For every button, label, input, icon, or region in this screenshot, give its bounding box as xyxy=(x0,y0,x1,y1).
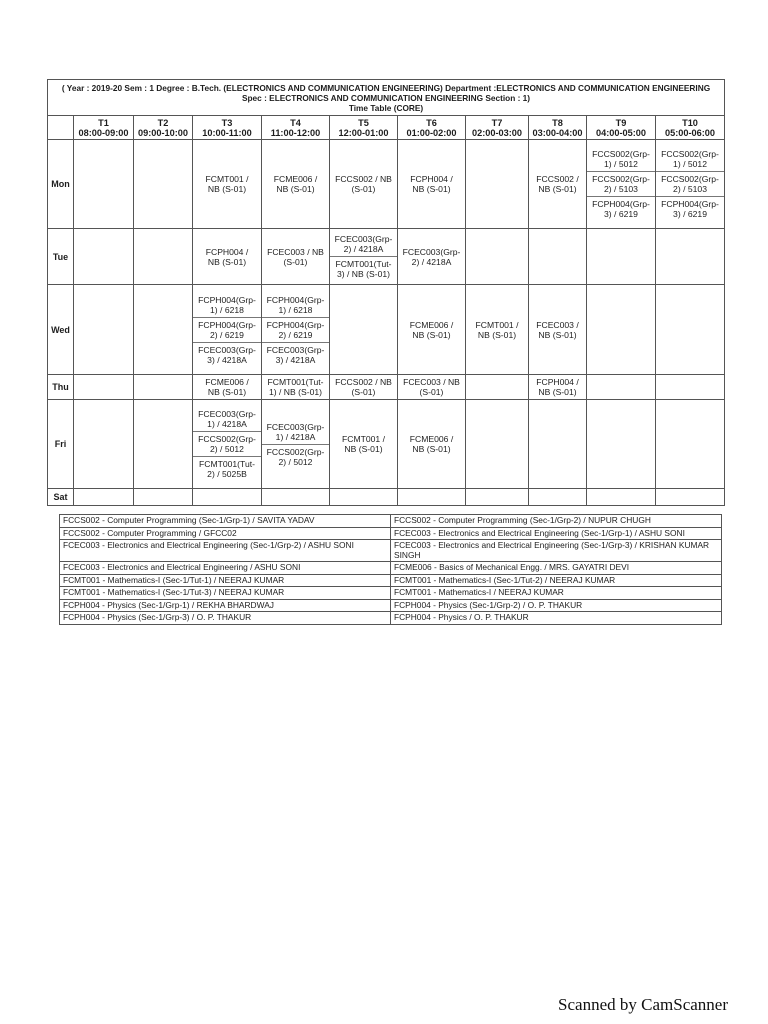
slot-cell xyxy=(656,375,725,400)
legend-row xyxy=(60,612,722,625)
slot-cell xyxy=(134,489,193,506)
slot-cell xyxy=(330,285,398,375)
class-entry xyxy=(262,342,329,367)
slot-cell xyxy=(466,140,529,229)
legend-entry: FCEC003 - Electronics and Electrical Engineering / ASHU SONI xyxy=(60,562,391,575)
slot-cell xyxy=(529,375,587,400)
class-entry-line: 2) / 5012 xyxy=(278,456,313,467)
class-entry-line: 1) / 6218 xyxy=(278,304,313,315)
slot-label: T4 xyxy=(290,117,301,128)
class-entry-line: FCMT001 / xyxy=(342,434,385,444)
day-row-sat xyxy=(48,489,725,506)
class-entry xyxy=(656,196,724,221)
slot-cell xyxy=(193,229,262,285)
class-entry-line: NB (S-01) xyxy=(538,184,577,194)
class-entry xyxy=(656,147,724,171)
slot-cell xyxy=(587,375,656,400)
slot-label: T10 xyxy=(682,117,698,128)
class-entry-line: NB (S-01) xyxy=(207,387,247,397)
slot-cell xyxy=(193,140,262,229)
class-entry-line: FCCS002 / NB xyxy=(335,377,392,387)
legend-row xyxy=(60,540,722,562)
legend-entry: FCCS002 - Computer Programming / GFCC02 xyxy=(60,527,391,540)
class-entry xyxy=(193,293,261,317)
legend-entry: FCEC003 - Electronics and Electrical Engineering (Sec-1/Grp-3) / KRISHAN KUMAR SINGH xyxy=(391,540,722,562)
class-entry xyxy=(193,342,261,367)
class-entry-line: NB (S-01) xyxy=(412,329,451,340)
slot-cell xyxy=(529,489,587,506)
class-entry xyxy=(656,171,724,196)
slot-cell xyxy=(262,375,330,400)
legend-row xyxy=(60,599,722,612)
legend-row xyxy=(60,587,722,600)
class-entry-line: NB (S-01) xyxy=(412,444,451,454)
slot-cell xyxy=(330,400,398,489)
class-entry-line: 3) / 4218A xyxy=(275,354,316,365)
slot-cell xyxy=(656,489,725,506)
slot-range: 04:00-05:00 xyxy=(595,127,647,138)
class-entry-line: FCEC003(Grp- xyxy=(402,246,461,257)
slot-label: T1 xyxy=(98,117,109,128)
class-entry-line: (S-01) xyxy=(283,256,308,267)
class-entry-line: FCEC003(Grp- xyxy=(334,234,393,244)
legend-entry: FCCS002 - Computer Programming (Sec-1/Grp-1) / SAVITA YADAV xyxy=(60,515,391,528)
class-entry xyxy=(398,432,465,456)
legend-entry: FCMT001 - Mathematics-I (Sec-1/Tut-1) / NEERAJ KUMAR xyxy=(60,574,391,587)
slot-cell xyxy=(262,229,330,285)
timetable-header xyxy=(48,80,725,116)
class-entry-line: 2) / 4218A xyxy=(343,244,384,254)
legend-entry: FCMT001 - Mathematics-I / NEERAJ KUMAR xyxy=(391,587,722,600)
legend-entry: FCPH004 - Physics (Sec-1/Grp-1) / REKHA BHARDWAJ xyxy=(60,599,391,612)
class-entry-line: FCCS002 / xyxy=(536,174,579,184)
class-entry xyxy=(193,407,261,431)
legend-entry: FCMT001 - Mathematics-I (Sec-1/Tut-2) / NEERAJ KUMAR xyxy=(391,574,722,587)
slot-cell xyxy=(262,285,330,375)
class-entry-line: (S-01) xyxy=(351,184,376,194)
class-entry xyxy=(193,431,261,456)
slot-cell xyxy=(398,489,466,506)
slot-range: 12:00-01:00 xyxy=(338,127,389,138)
slot-cell xyxy=(330,140,398,229)
class-entry-line: (S-01) xyxy=(419,387,444,397)
slot-header-row xyxy=(48,116,725,140)
slot-label: T5 xyxy=(358,117,369,128)
class-entry-line: 3) / 4218A xyxy=(207,354,247,365)
class-entry-line: 2) / 5012 xyxy=(210,444,244,454)
class-entry-line: FCEC003 / NB xyxy=(267,246,324,257)
slot-cell xyxy=(587,489,656,506)
slot-range: 01:00-02:00 xyxy=(406,127,457,138)
class-entry xyxy=(193,456,261,481)
class-entry-line: FCPH004(Grp- xyxy=(266,294,325,305)
class-entry-line: FCME006 / xyxy=(273,174,318,184)
class-entry-line: FCME006 / xyxy=(409,434,454,444)
day-label: Tue xyxy=(48,229,74,285)
slot-cell xyxy=(466,375,529,400)
class-entry-line: FCEC003 / xyxy=(536,319,579,330)
timetable xyxy=(47,79,725,506)
slot-cell xyxy=(587,285,656,375)
slot-cell xyxy=(134,285,193,375)
class-entry-line: NB (S-01) xyxy=(207,256,247,267)
class-entry-line: 3) / 6219 xyxy=(604,209,638,219)
slot-cell xyxy=(529,140,587,229)
class-entry xyxy=(330,256,397,281)
slot-cell xyxy=(656,285,725,375)
class-entry-line: FCEC003(Grp- xyxy=(266,421,325,432)
class-entry-line: FCCS002(Grp- xyxy=(661,174,719,184)
legend-entry: FCEC003 - Electronics and Electrical Engineering (Sec-1/Grp-1) / ASHU SONI xyxy=(391,527,722,540)
class-entry-line: FCEC003(Grp- xyxy=(266,344,325,355)
legend-entry: FCEC003 - Electronics and Electrical Engineering (Sec-1/Grp-2) / ASHU SONI xyxy=(60,540,391,562)
class-entry-line: FCPH004(Grp- xyxy=(661,199,719,209)
slot-range: 08:00-09:00 xyxy=(78,127,129,138)
day-row-wed xyxy=(48,285,725,375)
class-entry-line: 2) / 5025B xyxy=(207,469,247,479)
day-label: Wed xyxy=(48,285,74,375)
class-entry-line: FCME006 / xyxy=(409,319,454,330)
slot-cell xyxy=(330,375,398,400)
class-entry-line: 1) / 4218A xyxy=(275,431,316,442)
class-entry-line: NB (S-01) xyxy=(344,444,383,454)
class-entry-line: FCMT001(Tut- xyxy=(267,377,324,387)
slot-label: T7 xyxy=(491,117,503,128)
header-line-1: ( Year : 2019-20 Sem : 1 Degree : B.Tech. (ELECTRONICS AND COMMUNICATION ENGINEERING) Department :ELECTRONICS AND COMMUNICATION ENGINEERING xyxy=(61,83,711,93)
course-legend xyxy=(59,514,722,625)
day-row-fri xyxy=(48,400,725,489)
class-entry-line: 1) / 5012 xyxy=(673,159,707,169)
class-entry-line: 2) / 5103 xyxy=(604,184,638,194)
slot-cell xyxy=(134,140,193,229)
slot-label: T8 xyxy=(552,117,563,128)
slot-t4 xyxy=(262,116,330,140)
legend-entry: FCPH004 - Physics (Sec-1/Grp-3) / O. P. THAKUR xyxy=(60,612,391,625)
class-entry-line: 3) / 6219 xyxy=(673,209,707,219)
class-entry xyxy=(262,245,329,269)
slot-cell xyxy=(330,489,398,506)
class-entry-line: 1) / 4218A xyxy=(207,419,247,429)
day-label: Sat xyxy=(48,489,74,506)
slot-cell xyxy=(529,229,587,285)
class-entry-line: FCCS002(Grp- xyxy=(592,149,650,159)
class-entry xyxy=(262,444,329,469)
slot-t6 xyxy=(398,116,466,140)
slot-range: 05:00-06:00 xyxy=(664,127,716,138)
legend-entry: FCMT001 - Mathematics-I (Sec-1/Tut-3) / NEERAJ KUMAR xyxy=(60,587,391,600)
class-entry xyxy=(193,172,261,196)
class-entry-line: NB (S-01) xyxy=(538,329,577,340)
class-entry xyxy=(529,318,586,342)
class-entry-line: FCCS002(Grp- xyxy=(198,434,256,444)
slot-label: T9 xyxy=(615,117,627,128)
slot-range: 09:00-10:00 xyxy=(137,127,189,138)
slot-cell xyxy=(262,140,330,229)
legend-row xyxy=(60,574,722,587)
legend-entry: FCME006 - Basics of Mechanical Engg. / MRS. GAYATRI DEVI xyxy=(391,562,722,575)
day-label: Thu xyxy=(48,375,74,400)
slot-cell xyxy=(74,229,134,285)
class-entry xyxy=(587,196,655,221)
class-entry xyxy=(587,171,655,196)
slot-cell xyxy=(529,400,587,489)
slot-cell xyxy=(74,375,134,400)
class-entry xyxy=(398,172,465,196)
slot-t1 xyxy=(74,116,134,140)
legend-entry: FCPH004 - Physics / O. P. THAKUR xyxy=(391,612,722,625)
class-entry-line: NB (S-01) xyxy=(538,387,577,397)
legend-row xyxy=(60,515,722,528)
class-entry-line: FCCS002(Grp- xyxy=(592,174,650,184)
slot-cell xyxy=(398,400,466,489)
day-row-mon xyxy=(48,140,725,229)
class-entry-line: FCPH004(Grp- xyxy=(592,199,650,209)
timetable-container xyxy=(47,79,724,506)
class-entry xyxy=(330,232,397,256)
scanner-watermark: Scanned by CamScanner xyxy=(558,995,728,1014)
class-entry-line: (S-01) xyxy=(351,387,376,397)
course-legend-container xyxy=(59,514,721,625)
slot-cell xyxy=(587,140,656,229)
class-entry-line: 2) / 4218A xyxy=(411,256,452,267)
class-entry-line: 2) / 5103 xyxy=(673,184,707,194)
slot-cell xyxy=(74,285,134,375)
class-entry-line: 3) / NB (S-01) xyxy=(336,269,390,279)
day-label: Fri xyxy=(48,400,74,489)
slot-label: T2 xyxy=(157,117,169,128)
class-entry xyxy=(529,375,586,399)
legend-entry: FCPH004 - Physics (Sec-1/Grp-2) / O. P. THAKUR xyxy=(391,599,722,612)
class-entry-line: 2) / 6219 xyxy=(278,329,313,340)
slot-cell xyxy=(398,229,466,285)
class-entry-line: 2) / 6219 xyxy=(210,329,244,340)
slot-label: T6 xyxy=(426,117,437,128)
class-entry-line: FCCS002(Grp- xyxy=(661,149,719,159)
class-entry xyxy=(466,318,528,342)
slot-cell xyxy=(398,140,466,229)
class-entry-line: FCPH004(Grp- xyxy=(266,319,325,330)
slot-cell xyxy=(134,375,193,400)
slot-cell xyxy=(466,489,529,506)
slot-t2 xyxy=(134,116,193,140)
slot-cell xyxy=(74,400,134,489)
class-entry xyxy=(330,432,397,456)
slot-cell xyxy=(74,140,134,229)
class-entry xyxy=(262,317,329,342)
class-entry xyxy=(193,245,261,269)
day-row-tue xyxy=(48,229,725,285)
class-entry xyxy=(262,293,329,317)
class-entry-line: FCPH004(Grp- xyxy=(198,294,256,305)
legend-entry: FCCS002 - Computer Programming (Sec-1/Grp-2) / NUPUR CHUGH xyxy=(391,515,722,528)
class-entry xyxy=(193,375,261,399)
header-line-3: Time Table (CORE) xyxy=(348,103,424,113)
slot-range: 02:00-03:00 xyxy=(471,127,523,138)
slot-cell xyxy=(656,400,725,489)
class-entry-line: FCMT001(Tut- xyxy=(198,459,256,469)
slot-cell xyxy=(193,400,262,489)
class-entry xyxy=(330,375,397,399)
class-entry-line: NB (S-01) xyxy=(276,184,315,194)
legend-row xyxy=(60,562,722,575)
class-entry-line: FCME006 / xyxy=(205,377,249,387)
corner-cell xyxy=(48,116,74,140)
slot-cell xyxy=(656,140,725,229)
class-entry xyxy=(398,375,465,399)
class-entry-line: FCPH004 / xyxy=(205,246,249,257)
slot-cell xyxy=(587,400,656,489)
class-entry-line: FCCS002 / NB xyxy=(335,174,392,184)
slot-cell xyxy=(74,489,134,506)
slot-cell xyxy=(529,285,587,375)
class-entry-line: 1) / NB (S-01) xyxy=(268,387,322,397)
class-entry-line: FCMT001 / xyxy=(205,174,249,184)
class-entry-line: FCMT001 / xyxy=(475,319,519,330)
slot-cell xyxy=(193,489,262,506)
header-line-2: Spec : ELECTRONICS AND COMMUNICATION ENGINEERING Section : 1) xyxy=(241,93,531,103)
class-entry xyxy=(262,420,329,444)
class-entry xyxy=(262,375,329,399)
day-row-thu xyxy=(48,375,725,400)
slot-cell xyxy=(398,375,466,400)
slot-cell xyxy=(262,400,330,489)
class-entry-line: FCPH004 / xyxy=(410,174,453,184)
class-entry xyxy=(262,172,329,196)
class-entry xyxy=(193,317,261,342)
slot-t8 xyxy=(529,116,587,140)
slot-label: T3 xyxy=(221,117,233,128)
class-entry xyxy=(587,147,655,171)
class-entry-line: NB (S-01) xyxy=(412,184,451,194)
class-entry-line: FCCS002(Grp- xyxy=(266,446,325,457)
slot-cell xyxy=(134,229,193,285)
slot-cell xyxy=(134,400,193,489)
class-entry xyxy=(398,318,465,342)
class-entry-line: FCEC003(Grp- xyxy=(198,409,256,419)
day-label: Mon xyxy=(48,140,74,229)
class-entry-line: 1) / 6218 xyxy=(210,304,244,315)
slot-cell xyxy=(466,229,529,285)
class-entry-line: FCEC003(Grp- xyxy=(198,344,256,355)
slot-cell xyxy=(193,375,262,400)
slot-t9 xyxy=(587,116,656,140)
slot-t3 xyxy=(193,116,262,140)
slot-range: 10:00-11:00 xyxy=(202,127,252,138)
slot-cell xyxy=(193,285,262,375)
class-entry-line: 1) / 5012 xyxy=(604,159,638,169)
slot-cell xyxy=(330,229,398,285)
slot-range: 03:00-04:00 xyxy=(532,127,583,138)
class-entry-line: FCMT001(Tut- xyxy=(335,259,392,269)
class-entry-line: FCPH004(Grp- xyxy=(198,319,256,330)
slot-t5 xyxy=(330,116,398,140)
slot-cell xyxy=(587,229,656,285)
legend-row xyxy=(60,527,722,540)
class-entry-line: NB (S-01) xyxy=(207,184,247,194)
slot-cell xyxy=(656,229,725,285)
class-entry xyxy=(529,172,586,196)
slot-cell xyxy=(466,400,529,489)
class-entry-line: FCEC003 / NB xyxy=(403,377,460,387)
class-entry xyxy=(398,245,465,269)
slot-t7 xyxy=(466,116,529,140)
slot-range: 11:00-12:00 xyxy=(270,127,321,138)
class-entry xyxy=(330,172,397,196)
slot-cell xyxy=(466,285,529,375)
slot-cell xyxy=(398,285,466,375)
slot-t10 xyxy=(656,116,725,140)
class-entry-line: FCPH004 / xyxy=(536,377,579,387)
class-entry-line: NB (S-01) xyxy=(477,329,517,340)
slot-cell xyxy=(262,489,330,506)
